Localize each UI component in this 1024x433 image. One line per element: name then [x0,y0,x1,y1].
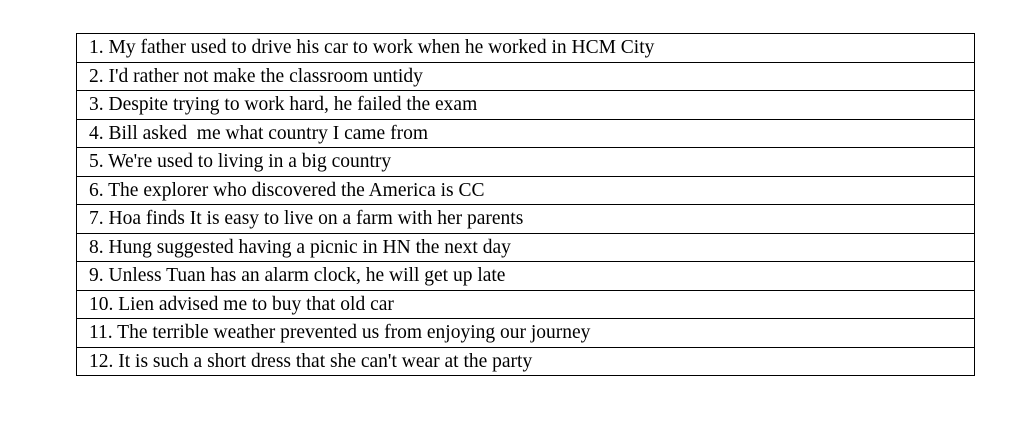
sentence-cell: 9. Unless Tuan has an alarm clock, he will get up late [77,262,975,291]
table-row [77,119,975,148]
sentence-cell: 3. Despite trying to work hard, he failed the exam [77,91,975,120]
table-row [77,176,975,205]
sentence-cell: 5. We're used to living in a big country [77,148,975,177]
table-row [77,205,975,234]
table-row [77,347,975,376]
sentence-cell: 1. My father used to drive his car to work when he worked in HCM City [77,34,975,63]
table-row [77,34,975,63]
sentence-cell: 12. It is such a short dress that she can't wear at the party [77,347,975,376]
table-row [77,262,975,291]
table-row [77,91,975,120]
sentence-cell: 8. Hung suggested having a picnic in HN the next day [77,233,975,262]
table-row [77,233,975,262]
table-row [77,319,975,348]
sentence-cell: 7. Hoa finds It is easy to live on a farm with her parents [77,205,975,234]
sentence-cell: 10. Lien advised me to buy that old car [77,290,975,319]
sentence-cell: 4. Bill asked me what country I came from [77,119,975,148]
table-row [77,62,975,91]
sentence-table [76,33,975,376]
table-row [77,148,975,177]
sentence-cell: 6. The explorer who discovered the America is CC [77,176,975,205]
sentence-cell: 2. I'd rather not make the classroom untidy [77,62,975,91]
table-row [77,290,975,319]
sentence-cell: 11. The terrible weather prevented us from enjoying our journey [77,319,975,348]
